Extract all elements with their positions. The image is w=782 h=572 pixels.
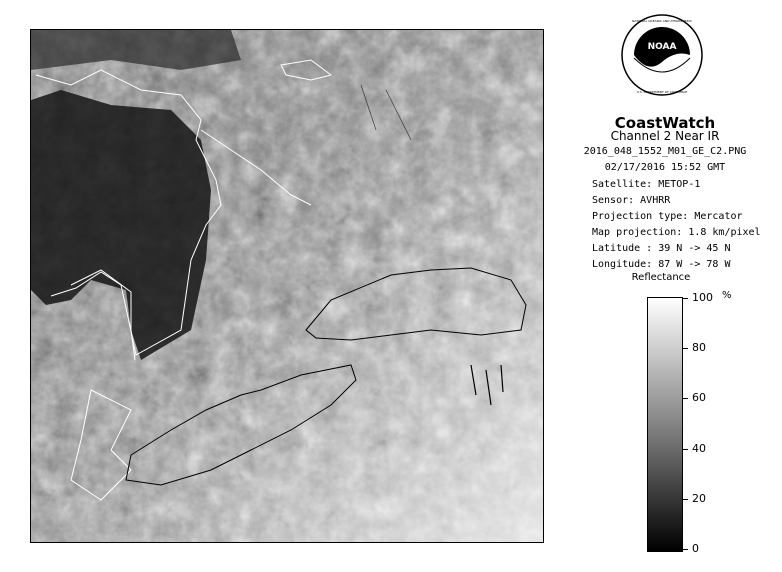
noaa-logo-text: NOAA — [647, 42, 677, 52]
colorbar-tick-label: 40 — [692, 442, 706, 455]
channel-label: Channel 2 Near IR — [610, 129, 720, 143]
svg-text:NATIONAL OCEANIC AND ATMOSPHER: NATIONAL OCEANIC AND ATMOSPHERIC — [632, 19, 692, 23]
svg-text:U.S. DEPARTMENT OF COMMERCE: U.S. DEPARTMENT OF COMMERCE — [636, 90, 688, 94]
colorbar-tick — [682, 298, 688, 299]
colorbar-tick-label: 0 — [692, 542, 699, 555]
colorbar-tick — [682, 449, 688, 450]
colorbar-tick — [682, 499, 688, 500]
colorbar — [647, 297, 683, 552]
satellite-image — [30, 29, 544, 543]
colorbar-tick — [682, 549, 688, 550]
product-title: CoastWatch — [614, 114, 716, 132]
sensor-label: Sensor: AVHRR — [592, 195, 671, 206]
latitude-label: Latitude : 39 N -> 45 N — [592, 243, 731, 254]
colorbar-tick-label: 80 — [692, 341, 706, 354]
colorbar-title: Reflectance — [631, 272, 691, 283]
datetime-label: 02/17/2016 15:52 GMT — [604, 162, 726, 173]
longitude-label: Longitude: 87 W -> 78 W — [592, 259, 731, 270]
colorbar-tick — [682, 348, 688, 349]
filename-label: 2016_048_1552_M01_GE_C2.PNG — [583, 146, 747, 157]
colorbar-unit: % — [722, 290, 732, 301]
colorbar-tick-label: 60 — [692, 391, 706, 404]
projection-type-label: Projection type: Mercator — [592, 211, 743, 222]
satellite-label: Satellite: METOP-1 — [592, 179, 701, 190]
satellite-image-canvas — [31, 30, 543, 542]
colorbar-tick-label: 100 — [692, 291, 713, 304]
colorbar-tick — [682, 398, 688, 399]
noaa-logo — [621, 14, 703, 96]
map-projection-label: Map projection: 1.8 km/pixel — [592, 227, 761, 238]
colorbar-tick-label: 20 — [692, 492, 706, 505]
